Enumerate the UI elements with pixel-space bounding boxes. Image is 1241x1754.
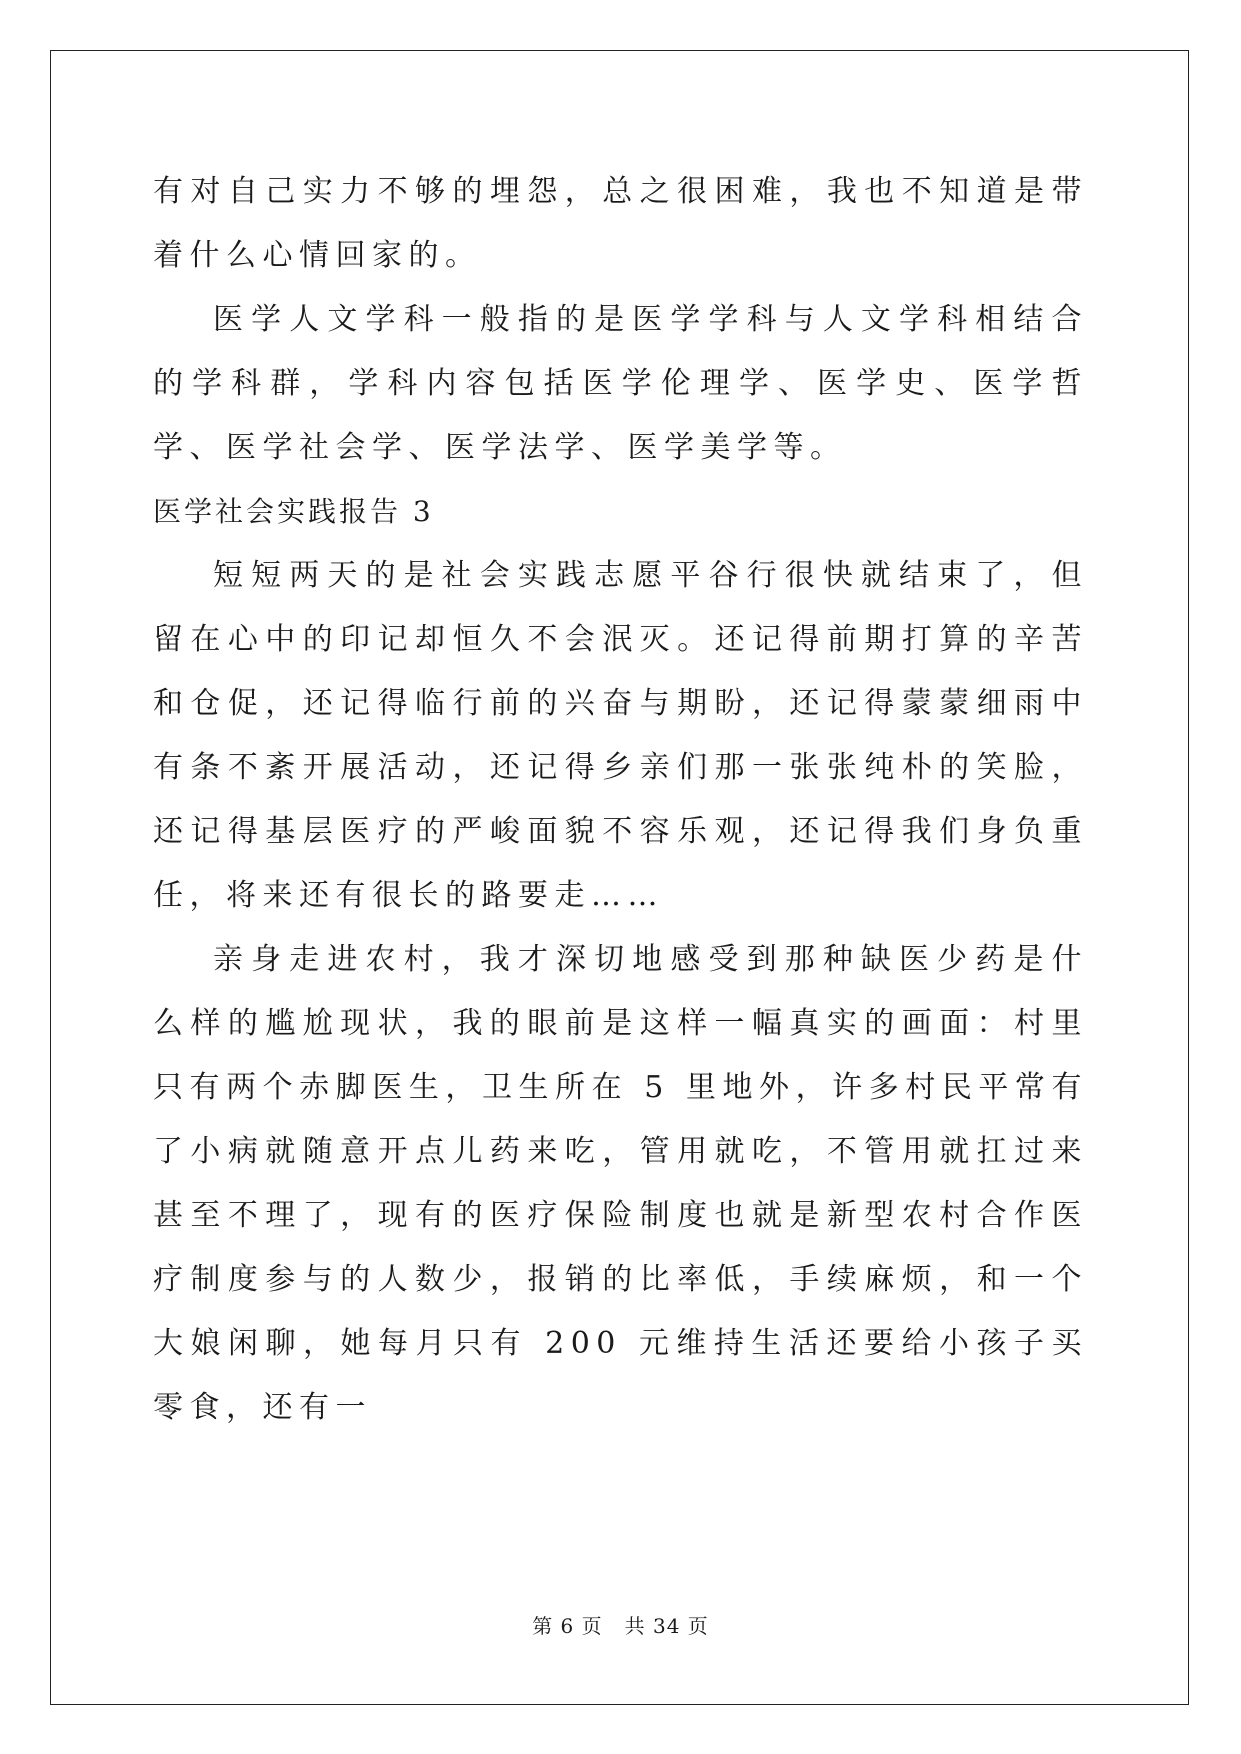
page-footer <box>0 1610 1241 1639</box>
section-heading: 医学社会实践报告 3 <box>153 495 434 528</box>
paragraph-rural-medical: 亲身走进农村，我才深切地感受到那种缺医少药是什么样的尴尬现状，我的眼前是这样一幅真实的画面：村里只有两个赤脚医生，卫生所在 5 里地外，许多村民平常有了小病就随意开点儿药来吃，管用就吃，不管用就扛过来甚至不理了，现有的医疗保险制度也就是新型农村合作医疗制度参与的人数少，报销的比率低，手续麻烦，和一个大娘闲聊，她每月只有 200 元维持生活还要给小孩子买零食，还有一 <box>153 942 1088 1425</box>
paragraph-pinggu-trip: 短短两天的是社会实践志愿平谷行很快就结束了，但留在心中的印记却恒久不会泯灭。还记得前期打算的辛苦和仓促，还记得临行前的兴奋与期盼，还记得蒙蒙细雨中有条不紊开展活动，还记得乡亲们那一张张纯朴的笑脸，还记得基层医疗的严峻面貌不容乐观，还记得我们身负重任，将来还有很长的路要走…… <box>153 558 1088 913</box>
paragraph-continuation: 有对自己实力不够的埋怨，总之很困难，我也不知道是带着什么心情回家的。 <box>153 174 1088 273</box>
document-body <box>153 160 1088 1440</box>
total-pages: 共 34 页 <box>624 1614 709 1638</box>
page-number: 第 6 页 <box>532 1614 603 1638</box>
paragraph-medical-humanities: 医学人文学科一般指的是医学学科与人文学科相结合的学科群，学科内容包括医学伦理学、医学史、医学哲学、医学社会学、医学法学、医学美学等。 <box>153 302 1088 465</box>
